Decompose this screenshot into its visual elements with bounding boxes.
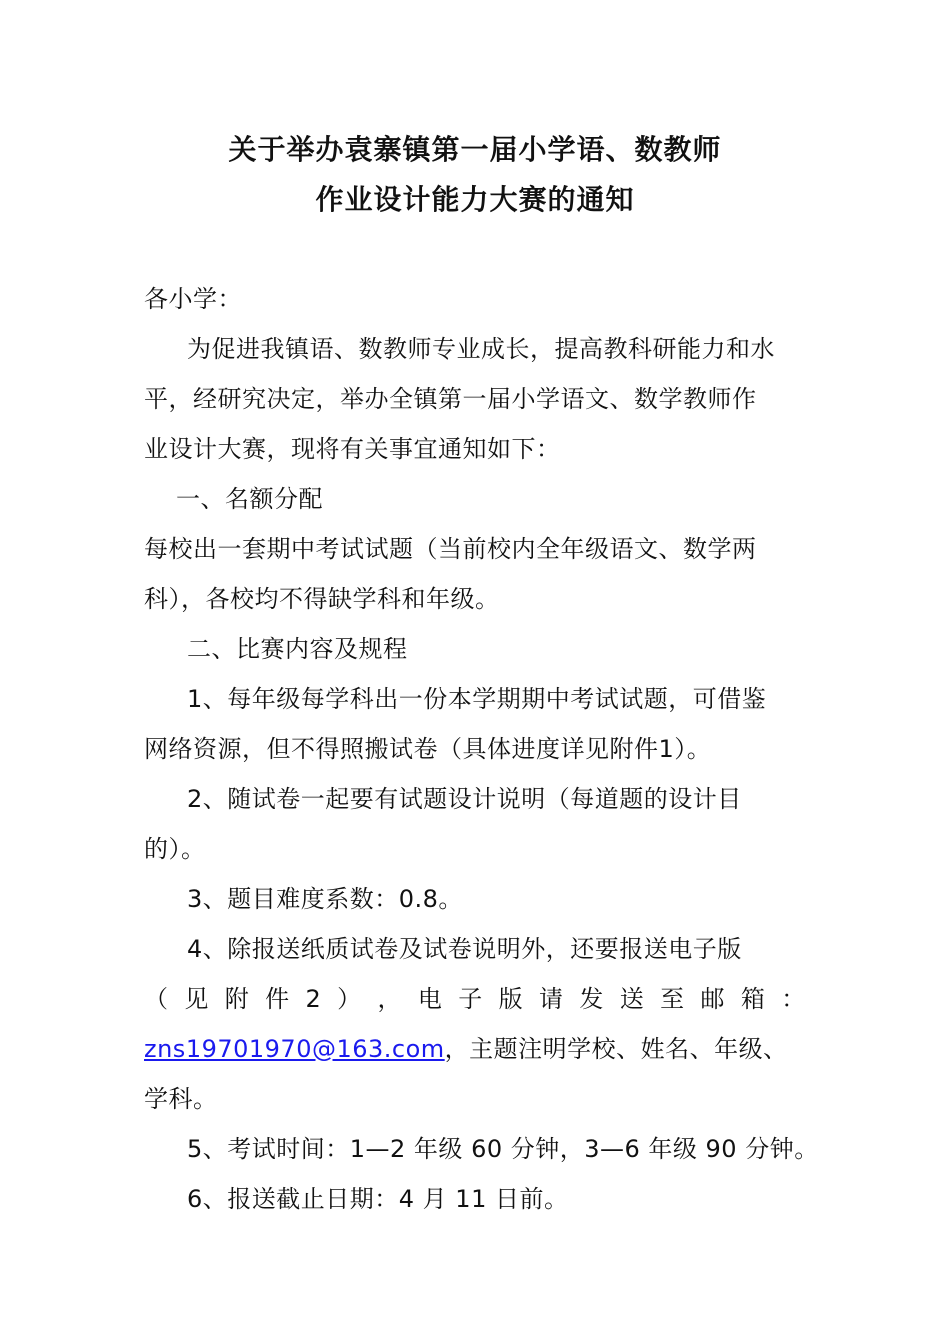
spaced-char: 件 [265,985,290,1013]
document-title-line-1: 关于举办袁寨镇第一届小学语、数教师 [228,133,722,166]
item4-after-email: ，主题注明学校、姓名、年级、 [444,1035,788,1063]
spaced-char: 发 [579,985,604,1013]
item6-deadline: 6、报送截止日期：4 月 11 日前。 [187,1185,569,1213]
spaced-char: 电 [417,985,443,1013]
spaced-char: 送 [619,985,645,1013]
spaced-char: 请 [539,985,564,1013]
spaced-char: ： [781,985,806,1013]
item1-line-1: 1、每年级每学科出一份本学期期中考试试题，可借鉴 [187,685,767,713]
email-link[interactable]: zns19701970@163.com [144,1035,445,1063]
intro-line-3: 业设计大赛，现将有关事宜通知如下： [144,435,561,463]
section1-body-line-2: 科），各校均不得缺学科和年级。 [144,585,500,613]
item4-line-4: 学科。 [144,1085,218,1113]
item1-line-2: 网络资源，但不得照搬试卷（具体进度详见附件1）。 [144,735,712,763]
document-title-line-2: 作业设计能力大赛的通知 [315,183,635,216]
spaced-char: 至 [660,985,685,1013]
spaced-char: 2 [305,985,322,1013]
spaced-char: 版 [498,985,524,1013]
section1-body-line-1: 每校出一套期中考试试题（当前校内全年级语文、数学两 [144,535,757,563]
item4-line-3 [144,1024,824,1074]
item2-line-1: 2、随试卷一起要有试题设计说明（每道题的设计目 [187,785,742,813]
spaced-char: ） [337,985,362,1013]
spaced-char: （ [144,985,169,1013]
item4-line-1: 4、除报送纸质试卷及试卷说明外，还要报送电子版 [187,935,742,963]
item4-line-2-spaced [144,974,806,1024]
spaced-char: ， [377,985,403,1013]
item3-difficulty: 3、题目难度系数：0.8。 [187,885,463,913]
section-heading-content: 二、比赛内容及规程 [187,635,408,663]
item2-line-2: 的）。 [144,835,206,863]
spaced-char: 见 [184,985,209,1013]
intro-line-2: 平，经研究决定，举办全镇第一届小学语文、数学教师作 [144,385,757,413]
intro-line-1: 为促进我镇语、数教师专业成长，提高教科研能力和水 [187,335,775,363]
spaced-char: 邮 [700,985,726,1013]
section-heading-quota: 一、名额分配 [176,485,323,513]
spaced-char: 子 [458,985,483,1013]
spaced-char: 附 [224,985,250,1013]
salutation: 各小学： [144,285,242,313]
item5-exam-time: 5、考试时间：1—2 年级 60 分钟，3—6 年级 90 分钟。 [187,1135,819,1163]
spaced-char: 箱 [740,985,766,1013]
